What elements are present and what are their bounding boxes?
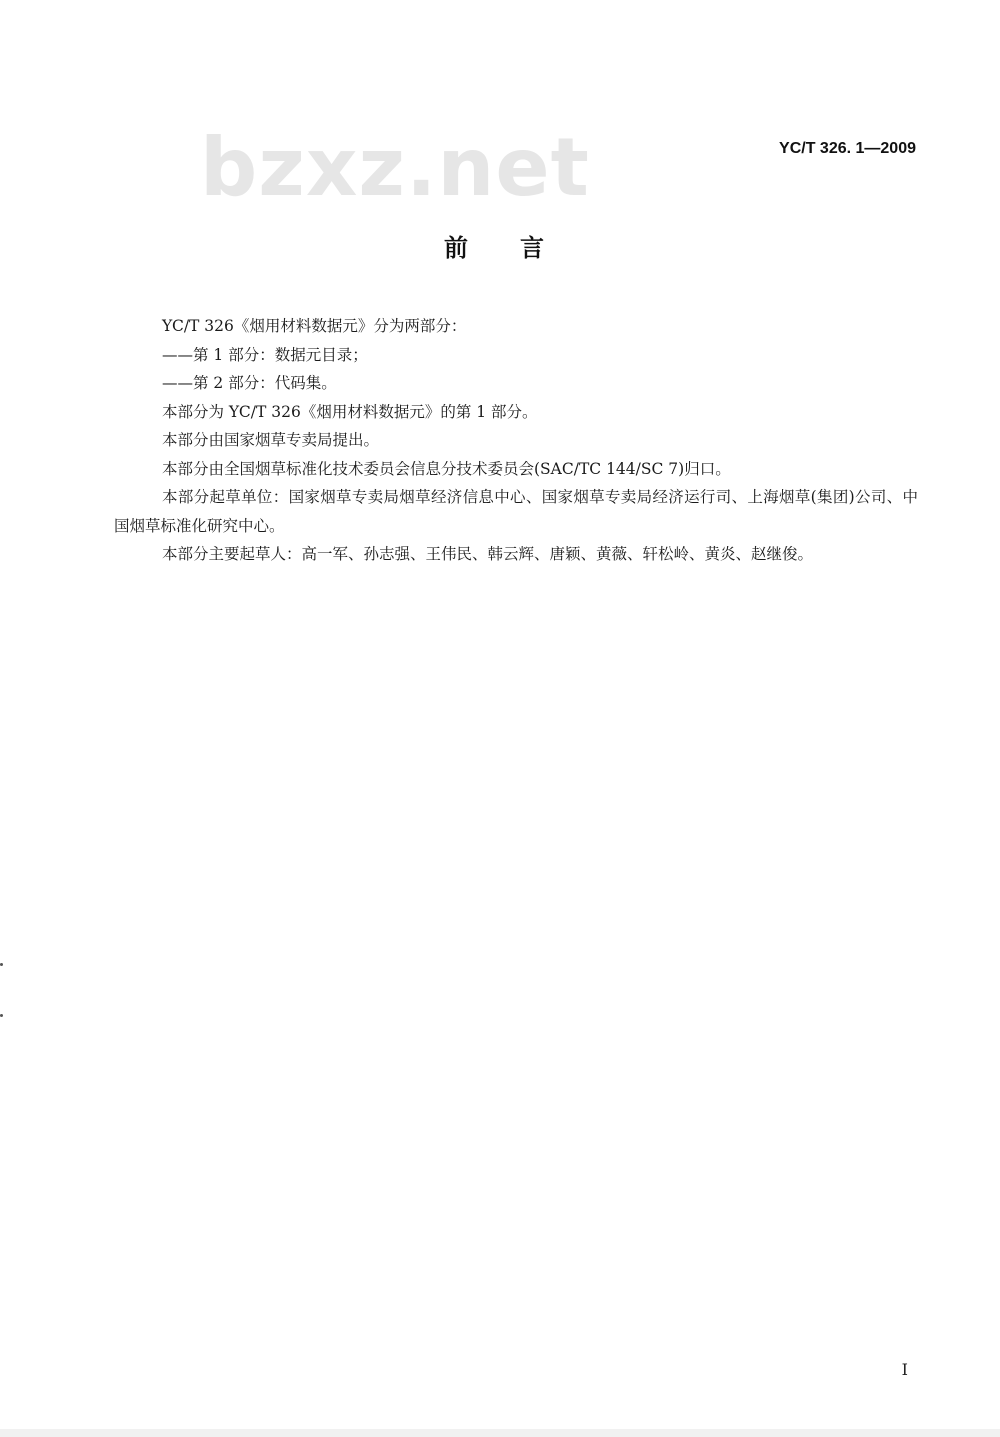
paragraph-drafting-units: 本部分起草单位：国家烟草专卖局烟草经济信息中心、国家烟草专卖局经济运行司、上海烟草(集团)公司、中国烟草标准化研究中心。: [114, 488, 918, 535]
paragraph-part-2: ——第 2 部分：代码集。: [162, 374, 337, 392]
page-bottom-edge: [0, 1429, 1000, 1437]
page-number: I: [901, 1360, 908, 1379]
paragraph-proposed-by: 本部分由国家烟草专卖局提出。: [162, 431, 380, 449]
paragraph-centralized-by: 本部分由全国烟草标准化技术委员会信息分技术委员会(SAC/TC 144/SC 7)归口。: [162, 459, 731, 478]
paragraph-part-1: ——第 1 部分：数据元目录；: [162, 345, 368, 364]
paragraph-this-part: 本部分为 YC/T 326《烟用材料数据元》的第 1 部分。: [162, 402, 538, 421]
standard-code: YC/T 326. 1—2009: [779, 140, 916, 157]
paragraph-parts-intro: YC/T 326《烟用材料数据元》分为两部分：: [162, 317, 467, 335]
scan-mark: [0, 1014, 3, 1017]
foreword-body: [114, 312, 918, 569]
scan-mark: [0, 963, 3, 966]
watermark: bzxz.net: [200, 121, 590, 214]
page-title: 前言: [444, 234, 596, 262]
paragraph-drafters: 本部分主要起草人：高一军、孙志强、王伟民、韩云辉、唐颖、黄薇、轩松岭、黄炎、赵继俊。: [162, 545, 814, 563]
